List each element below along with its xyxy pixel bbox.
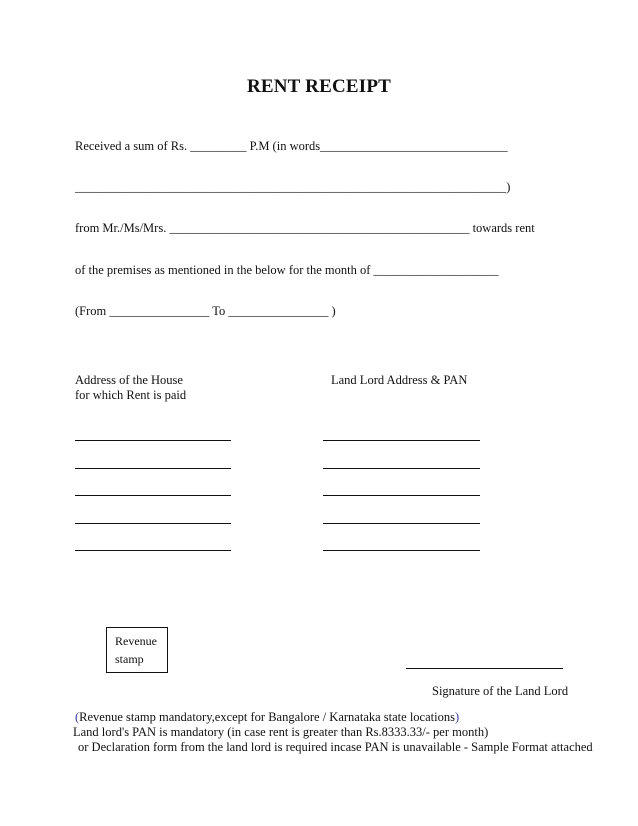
house-address-rule [75, 440, 231, 441]
note-open-paren: ( [75, 710, 80, 724]
note-declaration: or Declaration form from the land lord is required incase PAN is unavailable - Sample Format attached [78, 740, 593, 754]
revenue-stamp-box [106, 627, 168, 673]
amount-in-words-line: _____________________________________________________________________) [75, 180, 511, 194]
house-address-rule [75, 468, 231, 469]
landlord-address-rule [323, 468, 480, 469]
note-revenue-stamp-text: Revenue stamp mandatory,except for Bangalore / Karnataka state locations [79, 710, 455, 724]
landlord-address-rule [323, 495, 480, 496]
rent-month-line: of the premises as mentioned in the below for the month of ____________________ [75, 263, 499, 277]
landlord-address-rule [323, 550, 480, 551]
house-address-rule [75, 523, 231, 524]
house-address-label-line2: for which Rent is paid [75, 388, 187, 402]
tenant-name-line: from Mr./Ms/Mrs. ________________________________________________ towards rent [75, 221, 535, 235]
house-address-label-line1: Address of the House [75, 373, 183, 387]
house-address-rule [75, 495, 231, 496]
revenue-stamp-label-line1: Revenue [115, 634, 157, 648]
landlord-address-rule [323, 440, 480, 441]
signature-rule [406, 668, 563, 669]
house-address-label [75, 373, 186, 403]
received-sum-line: Received a sum of Rs. _________ P.M (in words______________________________ [75, 139, 508, 153]
house-address-rule [75, 550, 231, 551]
landlord-address-label: Land Lord Address & PAN [331, 373, 468, 387]
landlord-address-rule [323, 523, 480, 524]
document-title: RENT RECEIPT [246, 76, 392, 97]
note-close-paren: ) [454, 710, 460, 724]
note-revenue-stamp [75, 710, 459, 725]
signature-label: Signature of the Land Lord [432, 684, 569, 698]
period-line: (From ________________ To ________________ ) [75, 304, 336, 318]
revenue-stamp-label-line2: stamp [115, 652, 144, 666]
note-pan-mandatory: Land lord's PAN is mandatory (in case rent is greater than Rs.8333.33/- per month) [73, 725, 489, 739]
